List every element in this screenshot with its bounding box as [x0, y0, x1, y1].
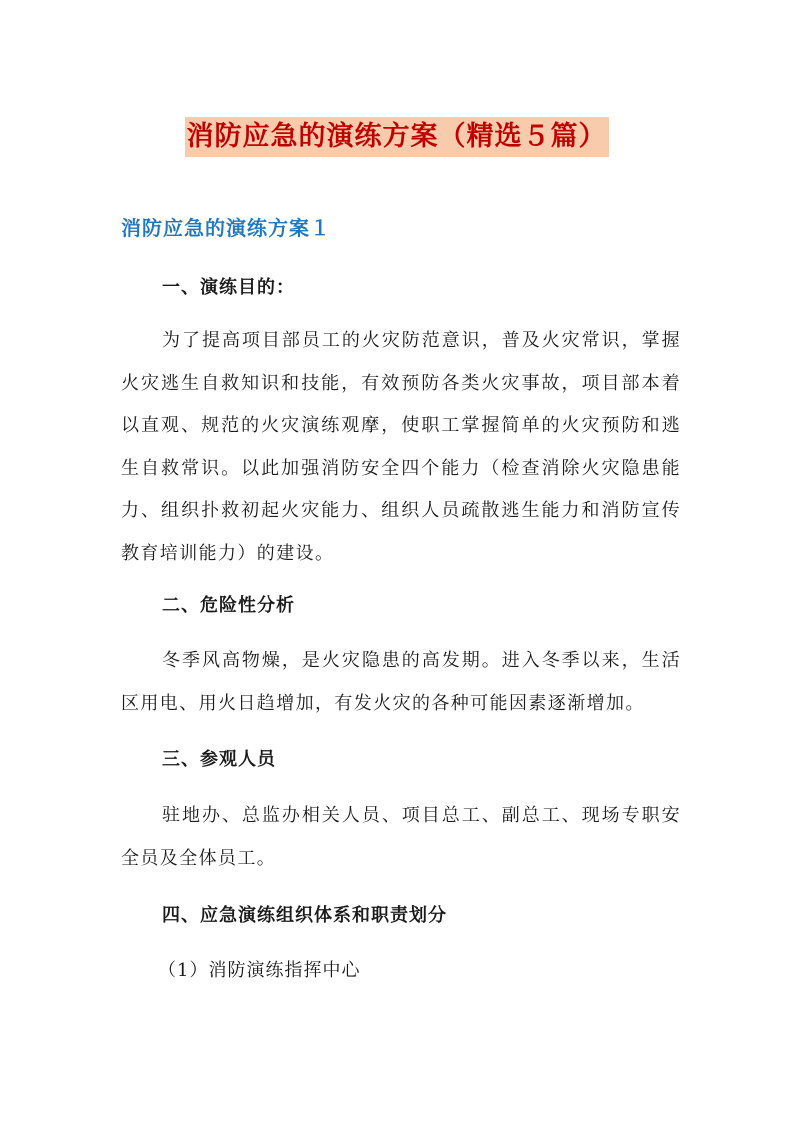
title-container [0, 117, 793, 157]
list-item-command-center: （1）消防演练指挥中心 [158, 960, 361, 981]
subheading-purpose: 一、演练目的： [162, 277, 295, 298]
paragraph-risk-analysis: 冬季风高物燥，是火灾隐患的高发期。进入冬季以来，生活区用电、用火日趋增加，有发火灾的各种可能因素逐渐增加。 [121, 650, 681, 714]
paragraph-attendees: 驻地办、总监办相关人员、项目总工、副总工、现场专职安全员及全体员工。 [121, 805, 681, 869]
subheading-organization: 四、应急演练组织体系和职责划分 [162, 905, 447, 926]
document-title: 消防应急的演练方案（精选５篇） [185, 117, 609, 157]
paragraph-purpose: 为了提高项目部员工的火灾防范意识，普及火灾常识，掌握火灾逃生自救知识和技能，有效预防各类火灾事故，项目部本着以直观、规范的火灾演练观摩，使职工掌握简单的火灾预防和逃生自救常识。以此加强消防安全四个能力（检查消除火灾隐患能力、组织扑救初起火灾能力、组织人员疏散逃生能力和消防宣传教育培训能力）的建设。 [121, 330, 681, 564]
subheading-attendees: 三、参观人员 [162, 749, 276, 770]
subheading-risk-analysis: 二、危险性分析 [162, 595, 295, 616]
section-heading: 消防应急的演练方案１ [121, 216, 331, 240]
